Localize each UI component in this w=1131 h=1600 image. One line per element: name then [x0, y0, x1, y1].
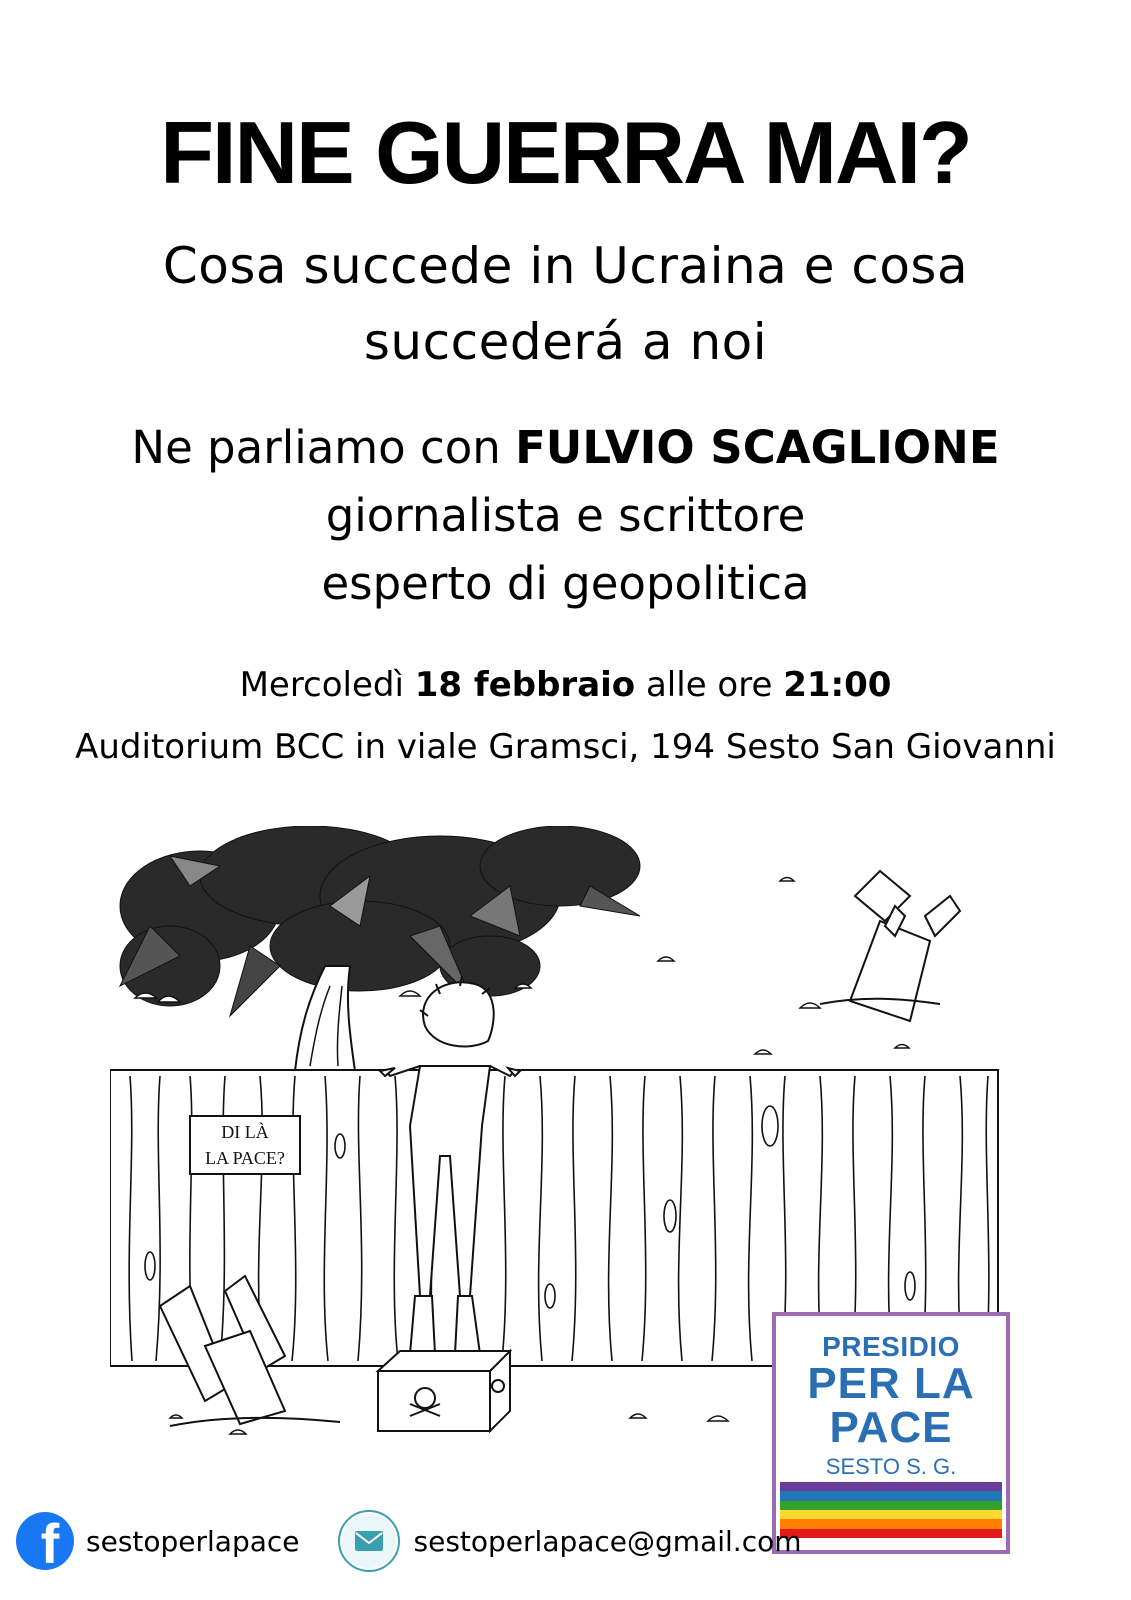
speaker-line — [0, 414, 1131, 482]
logo-text — [776, 1332, 1006, 1482]
event-time-prefix: alle ore — [635, 665, 784, 705]
speaker-role-1: giornalista e scrittore — [325, 489, 806, 542]
contact-bar — [16, 1510, 802, 1572]
logo-line-1: PRESIDIO — [822, 1331, 960, 1362]
toxic-box — [378, 1351, 510, 1431]
event-datetime — [0, 654, 1131, 716]
logo-line-2: PER LA — [807, 1359, 975, 1408]
rainbow-stripe — [780, 1519, 1002, 1528]
envelope-icon[interactable] — [338, 1510, 400, 1572]
rainbow-stripe — [780, 1510, 1002, 1519]
facebook-handle[interactable]: sestoperlapace — [86, 1524, 300, 1558]
rainbow-stripe — [780, 1501, 1002, 1510]
presidio-logo — [772, 1312, 1010, 1554]
ruined-building-right — [820, 871, 960, 1021]
rainbow-stripe — [780, 1529, 1002, 1538]
email-address[interactable]: sestoperlapace@gmail.com — [413, 1524, 802, 1558]
rainbow-stripe — [780, 1482, 1002, 1491]
facebook-icon[interactable]: f — [16, 1512, 74, 1570]
event-time: 21:00 — [783, 665, 892, 705]
speaker-name: FULVIO SCAGLIONE — [515, 421, 1000, 474]
rainbow-stripe — [780, 1491, 1002, 1500]
subtitle-line-2: succederá a noi — [363, 313, 768, 371]
speaker-intro: Ne parliamo con — [131, 421, 516, 474]
tree-canopy — [120, 826, 640, 1016]
sign-line-1: DI LÀ — [221, 1122, 269, 1142]
logo-line-4: SESTO S. G. — [825, 1454, 957, 1479]
event-details — [0, 654, 1131, 778]
speaker-block — [0, 414, 1131, 618]
poster-title: FINE GUERRA MAI? — [160, 103, 971, 202]
speaker-role-2: esperto di geopolitica — [321, 557, 810, 610]
subtitle-line-1: Cosa succede in Ucraina e cosa — [162, 237, 969, 295]
event-day: Mercoledì — [239, 665, 415, 705]
event-venue: Auditorium BCC in viale Gramsci, 194 Sesto San Giovanni — [75, 727, 1056, 767]
rainbow-flag — [780, 1482, 1002, 1538]
poster-subtitle — [0, 228, 1131, 380]
event-date: 18 febbraio — [414, 665, 636, 705]
logo-line-3: PACE — [829, 1403, 953, 1452]
sign-line-2: LA PACE? — [205, 1148, 285, 1168]
